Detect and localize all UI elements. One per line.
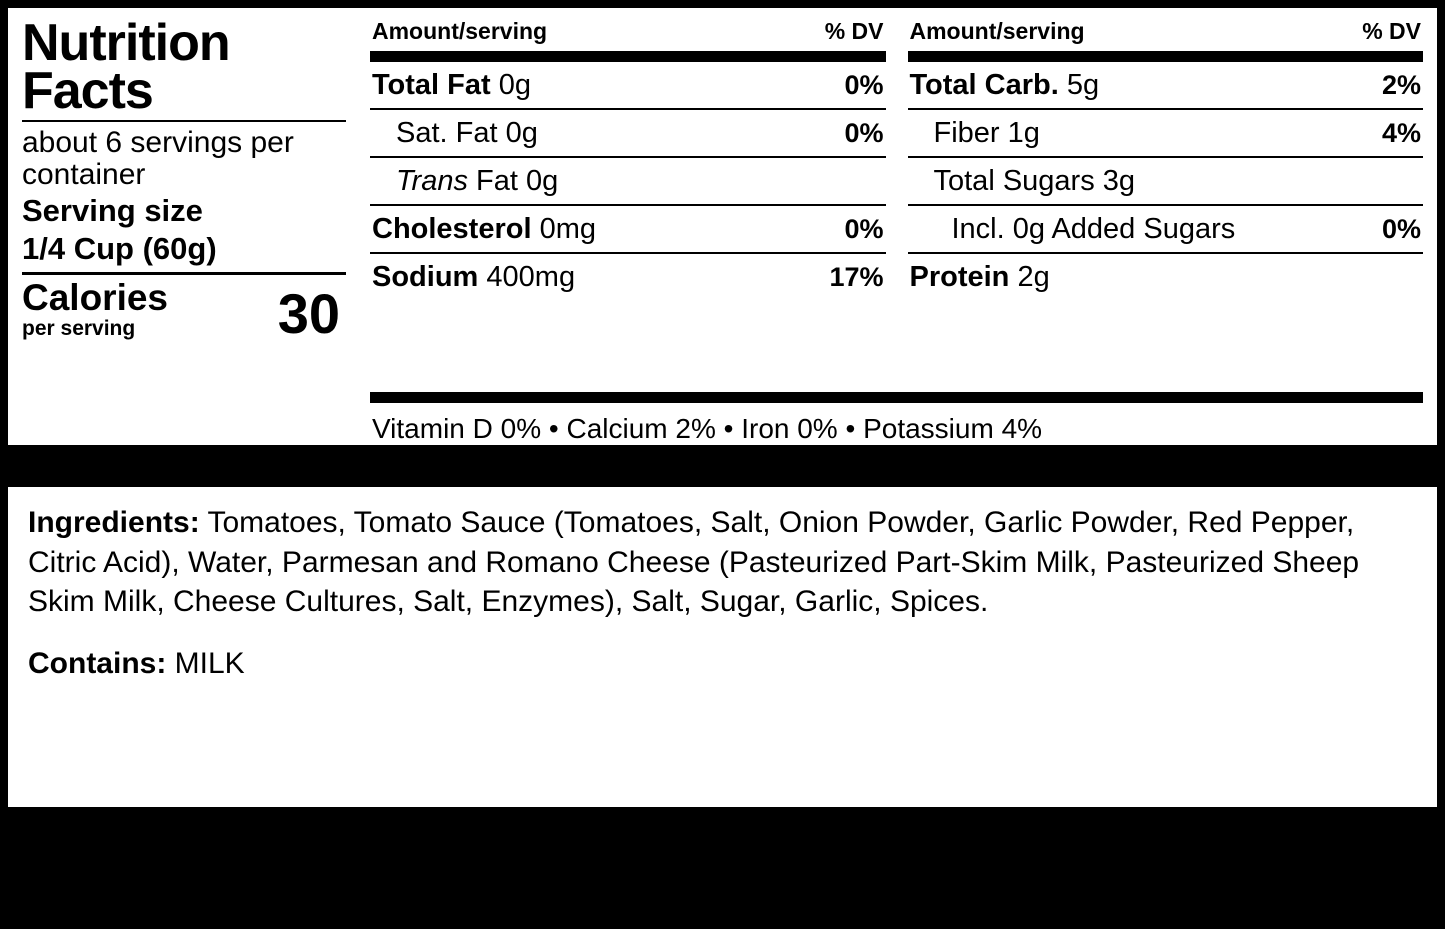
column-right-top-bar — [908, 51, 1424, 62]
serving-size-value: 1/4 Cup (60g) — [22, 230, 217, 266]
nutrient-name: Protein — [909, 261, 1010, 293]
nutrient-amount: 2g — [1009, 261, 1050, 293]
nutrient-amount: 5g — [1058, 69, 1100, 101]
nutrient-row-sat-fat — [370, 110, 886, 156]
column-left-top-bar — [370, 51, 886, 62]
nutrient-row-sodium — [370, 254, 886, 300]
vitamins-footer — [370, 392, 1423, 445]
nutrient-row-added-sugars — [908, 206, 1424, 252]
column-right-header — [908, 18, 1424, 51]
divider-above-calories — [22, 272, 346, 275]
nutrient-amount: 0g — [490, 69, 532, 101]
nutrient-name-trans: Trans — [396, 165, 468, 197]
nutrition-facts-title — [22, 14, 346, 120]
contains-body: MILK — [166, 646, 245, 680]
ingredients-panel — [8, 487, 1437, 807]
contains-statement — [28, 644, 1417, 683]
nutrient-amount: 400mg — [478, 261, 576, 293]
serving-size-label: Serving size — [22, 193, 203, 229]
percent-dv-label: % DV — [824, 18, 884, 44]
calories-row — [22, 276, 346, 345]
calories-per-serving-label: per serving — [22, 316, 136, 340]
nutrient-amount: 0mg — [531, 213, 597, 245]
nutrient-row-total-carb — [908, 62, 1424, 108]
contains-label: Contains: — [28, 646, 167, 680]
nutrient-name: Total Fat — [372, 69, 491, 101]
nutrient-name: Cholesterol — [372, 213, 532, 245]
nutrient-name: Total Sugars 3g — [933, 165, 1136, 197]
ingredients-label: Ingredients: — [28, 506, 200, 539]
nutrient-row-total-sugars — [908, 158, 1424, 204]
servings-per-container: about 6 servings per container — [22, 125, 294, 192]
ingredients-statement — [28, 503, 1417, 622]
amount-per-serving-label: Amount/serving — [909, 18, 1085, 44]
nutrient-dv: 0% — [1381, 214, 1421, 244]
nutrient-dv: 0% — [844, 118, 884, 148]
nutrient-row-fiber — [908, 110, 1424, 156]
nutrient-name: Total Carb. — [909, 69, 1059, 101]
nutrition-facts-panel — [8, 8, 1437, 445]
nutrient-row-trans-fat — [370, 158, 886, 204]
nutrient-dv: 0% — [844, 214, 884, 244]
column-left-header — [370, 18, 886, 51]
title-line-2: Facts — [22, 61, 153, 120]
percent-dv-label: % DV — [1362, 18, 1421, 44]
nutrition-summary-column — [8, 8, 360, 445]
nutrient-name: Sodium — [372, 261, 479, 293]
nutrient-column-right — [908, 18, 1424, 300]
calories-value: 30 — [277, 281, 340, 345]
calories-label: Calories — [22, 276, 169, 318]
nutrient-row-cholesterol — [370, 206, 886, 252]
footer-bar — [370, 392, 1423, 403]
amount-per-serving-label: Amount/serving — [372, 18, 548, 44]
nutrient-name: Fiber 1g — [933, 117, 1040, 149]
calories-labels — [22, 276, 169, 340]
nutrients-area — [360, 8, 1437, 445]
nutrient-row-protein — [908, 254, 1424, 300]
nutrient-name: Incl. 0g Added Sugars — [951, 213, 1236, 245]
nutrient-columns — [370, 18, 1423, 300]
nutrient-amount: Fat 0g — [467, 165, 559, 197]
nutrient-row-total-fat — [370, 62, 886, 108]
nutrient-dv: 2% — [1381, 70, 1421, 100]
title-line-1: Nutrition — [22, 14, 230, 72]
nutrient-dv: 4% — [1381, 118, 1421, 148]
nutrient-name: Sat. Fat 0g — [396, 117, 538, 149]
vitamins-line: Vitamin D 0% • Calcium 2% • Iron 0% • Potassium 4% — [372, 413, 1043, 444]
nutrient-dv: 0% — [844, 70, 884, 100]
divider-under-title — [22, 120, 346, 122]
nutrient-dv: 17% — [829, 262, 884, 292]
ingredients-body: Tomatoes, Tomato Sauce (Tomatoes, Salt, Onion Powder, Garlic Powder, Red Pepper, Citric Acid), Water, Parmesan and Romano Cheese (Pasteurized Part-Skim Milk, Pasteurized Sheep Skim Milk, Cheese Cultures, Salt, Enzymes), Salt, Sugar, Garlic, Spices. — [28, 506, 1360, 619]
nutrient-column-left — [370, 18, 886, 300]
